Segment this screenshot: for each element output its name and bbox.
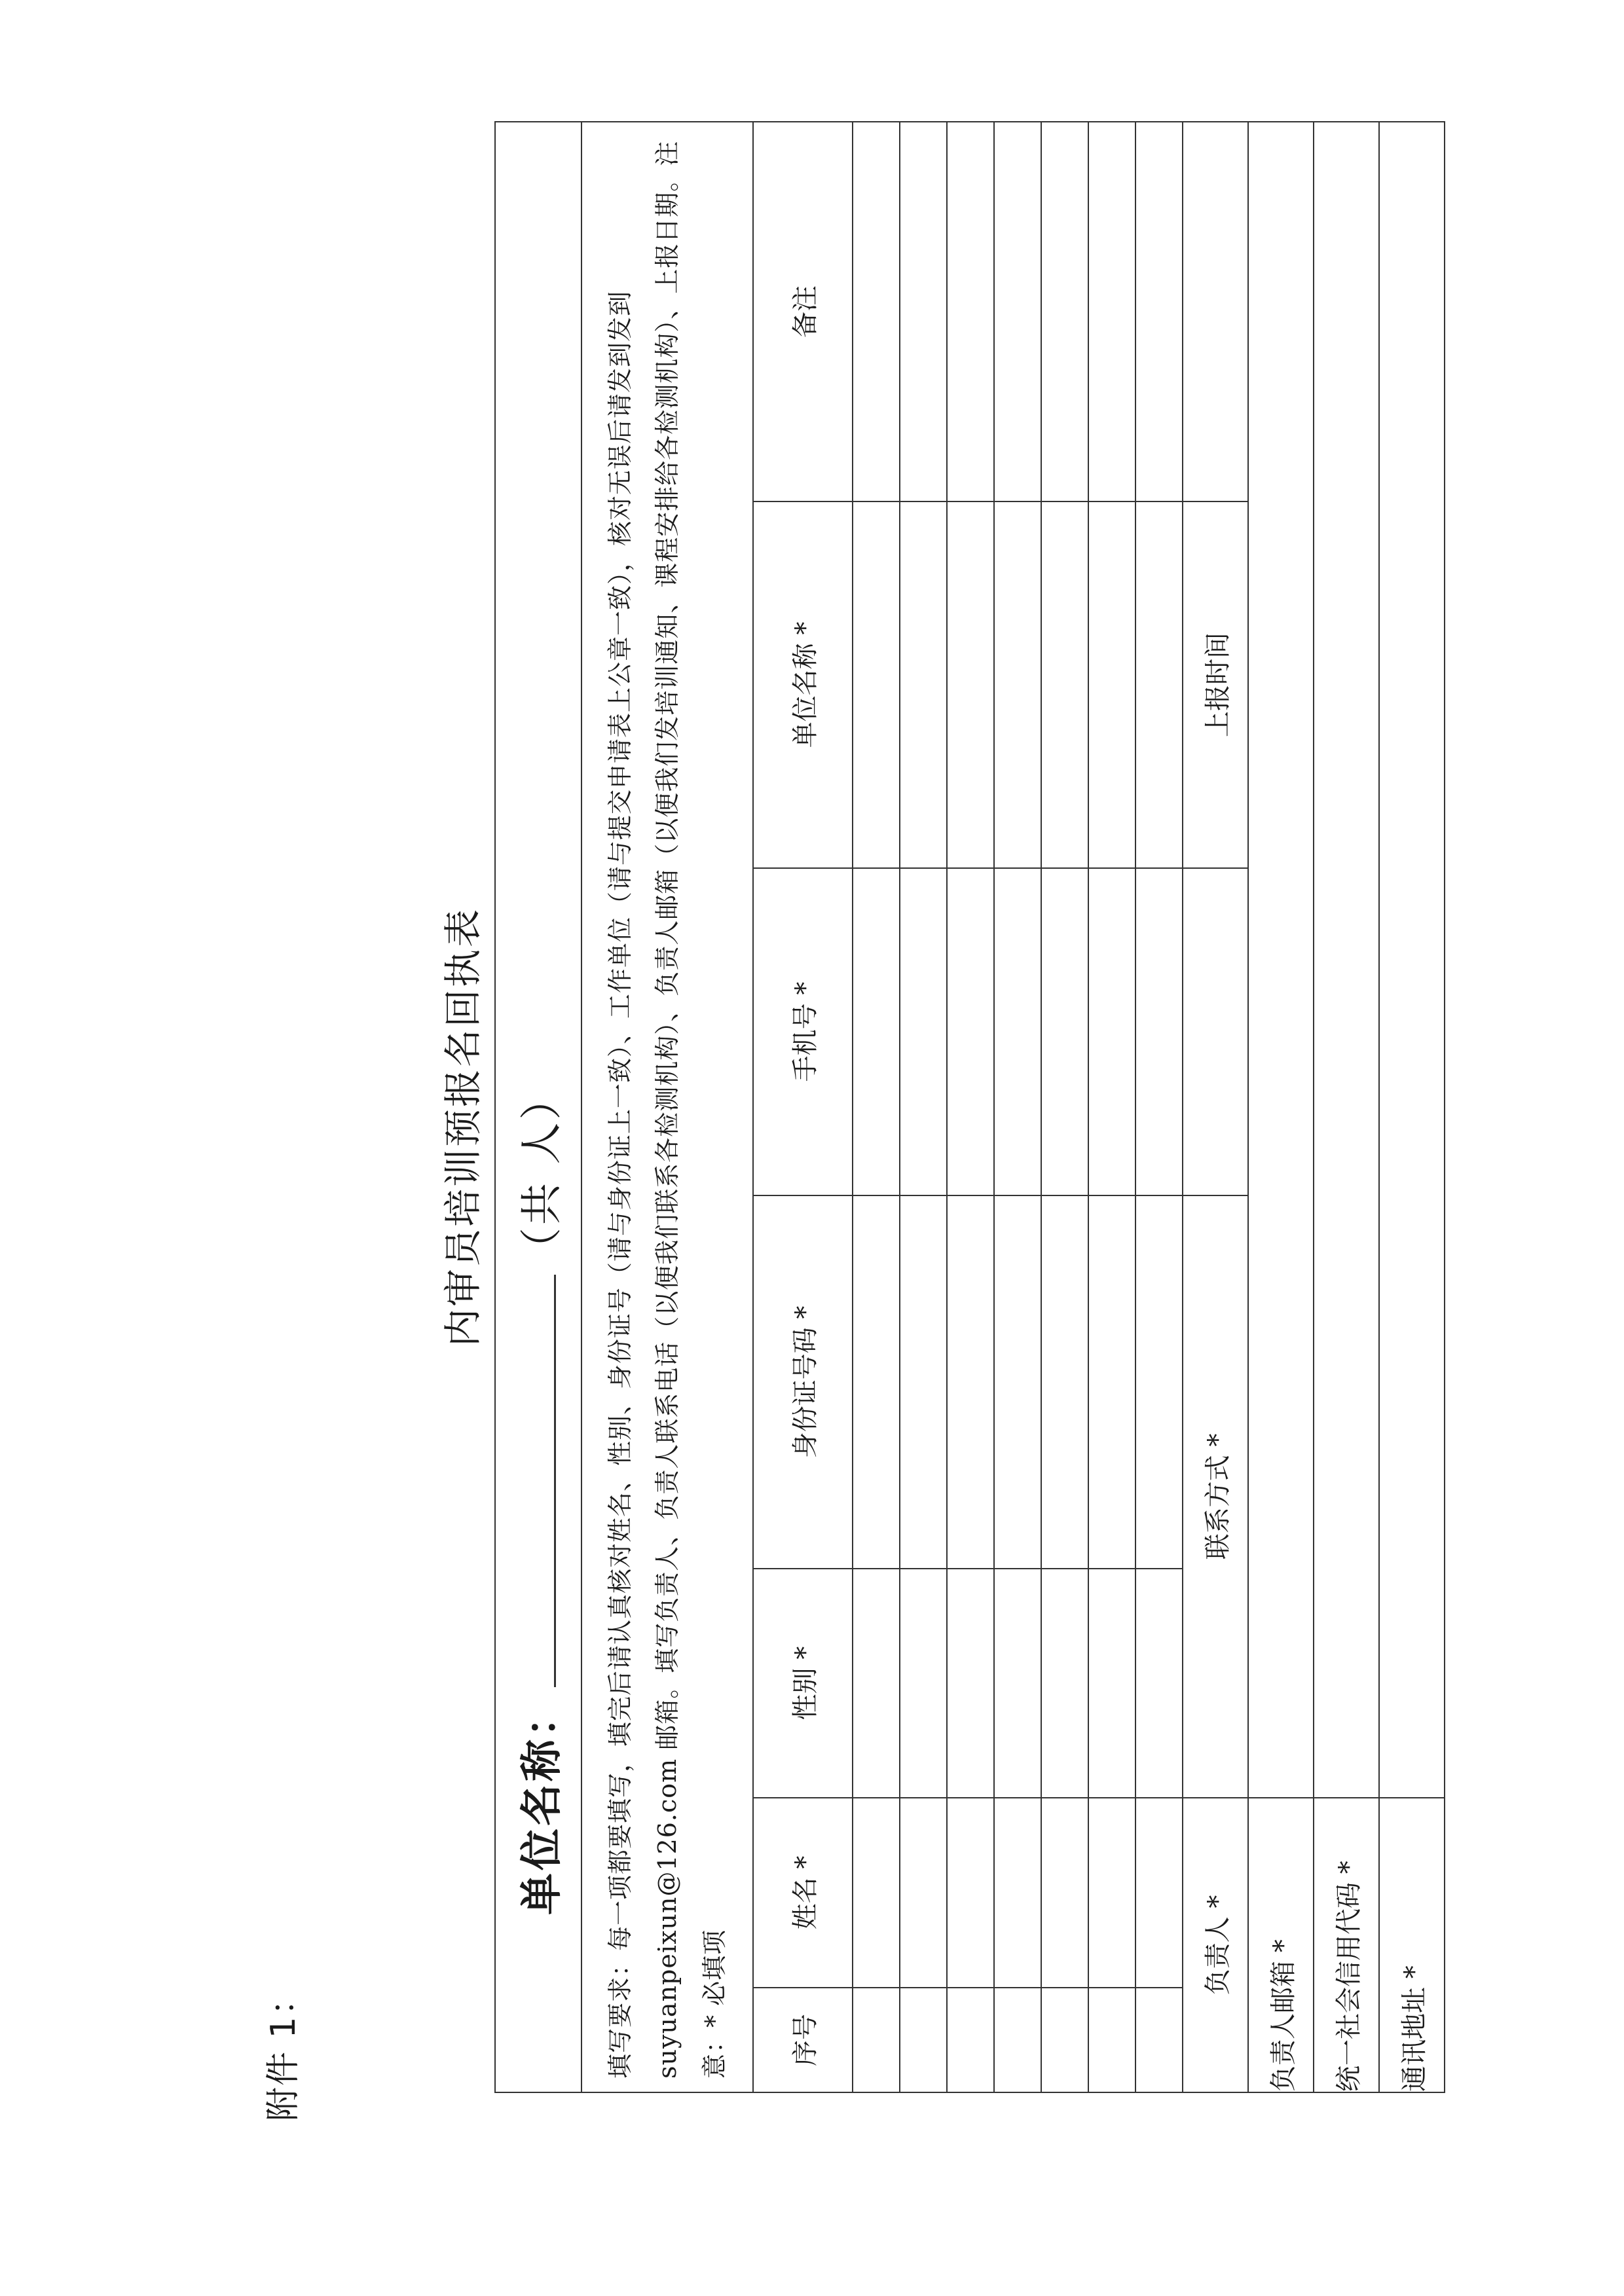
- header-remarks: 备注: [753, 122, 853, 501]
- cell-mobile[interactable]: [853, 868, 900, 1195]
- document-title: 内审员培训预报名回执表: [441, 907, 485, 1347]
- table-row[interactable]: [1088, 122, 1135, 2092]
- cell-gender[interactable]: [1088, 1569, 1135, 1798]
- credit-code-row: [1314, 122, 1379, 2092]
- cell-mobile[interactable]: [1088, 868, 1135, 1195]
- cell-mobile[interactable]: [994, 868, 1041, 1195]
- header-serial: 序号: [753, 1988, 853, 2092]
- unit-name-cell: [495, 122, 581, 2092]
- cell-remarks[interactable]: [994, 122, 1041, 501]
- header-mobile: 手机号 *: [753, 868, 853, 1195]
- unit-name-blank[interactable]: [521, 1275, 556, 1687]
- cell-name[interactable]: [947, 1798, 994, 1988]
- head-count-text: （共 人）: [518, 1075, 566, 1269]
- table-header-row: [753, 122, 853, 2092]
- notice-cell: [581, 122, 753, 2092]
- cell-serial[interactable]: [1041, 1988, 1088, 2092]
- cell-name[interactable]: [1135, 1798, 1183, 1988]
- cell-mobile[interactable]: [900, 868, 947, 1195]
- cell-id-number[interactable]: [994, 1195, 1041, 1569]
- report-time-field[interactable]: [1183, 122, 1248, 501]
- cell-name[interactable]: [853, 1798, 900, 1988]
- cell-name[interactable]: [900, 1798, 947, 1988]
- cell-mobile[interactable]: [947, 868, 994, 1195]
- mailing-address-field[interactable]: [1379, 122, 1445, 1798]
- cell-unit-name[interactable]: [947, 501, 994, 868]
- cell-unit-name[interactable]: [1135, 501, 1183, 868]
- cell-serial[interactable]: [1088, 1988, 1135, 2092]
- cell-gender[interactable]: [1041, 1569, 1088, 1798]
- responsible-person-row: [1183, 122, 1248, 2092]
- cell-gender[interactable]: [900, 1569, 947, 1798]
- cell-gender[interactable]: [1135, 1569, 1183, 1798]
- cell-name[interactable]: [1041, 1798, 1088, 1988]
- cell-unit-name[interactable]: [1088, 501, 1135, 868]
- table-row[interactable]: [947, 122, 994, 2092]
- cell-serial[interactable]: [853, 1988, 900, 2092]
- contact-method-field[interactable]: [1183, 868, 1248, 1195]
- cell-id-number[interactable]: [947, 1195, 994, 1569]
- cell-serial[interactable]: [947, 1988, 994, 2092]
- cell-mobile[interactable]: [1135, 868, 1183, 1195]
- table-row[interactable]: [1135, 122, 1183, 2092]
- unit-name-label: 单位名称：: [518, 1692, 566, 1915]
- cell-name[interactable]: [994, 1798, 1041, 1988]
- report-time-label: 上报时间: [1183, 501, 1248, 868]
- cell-id-number[interactable]: [1041, 1195, 1088, 1569]
- cell-remarks[interactable]: [853, 122, 900, 501]
- cell-id-number[interactable]: [853, 1195, 900, 1569]
- mailing-address-row: [1379, 122, 1445, 2092]
- table-row[interactable]: [853, 122, 900, 2092]
- cell-id-number[interactable]: [900, 1195, 947, 1569]
- fill-instructions: 填写要求：每一项都要填写，填完后请认真核对姓名、性别、身份证号（请与身份证上一致）、工作单位（请与提交申请表上公章一致），核对无误后请发到发到 suyuanpeixun@126.com 邮箱。填写负责人、负责人联系电话（以便我们联系各检测机构）、负责人邮箱（以便我们发培训通知、课程安排给各检测机构）、上报日期。注意：* 必填项: [606, 140, 729, 2079]
- cell-gender[interactable]: [994, 1569, 1041, 1798]
- credit-code-field[interactable]: [1314, 122, 1379, 1798]
- cell-remarks[interactable]: [947, 122, 994, 501]
- contact-method-label: 联系方式 *: [1183, 1195, 1248, 1798]
- cell-name[interactable]: [1088, 1798, 1135, 1988]
- credit-code-label: 统一社会信用代码 *: [1314, 1798, 1379, 2092]
- cell-serial[interactable]: [994, 1988, 1041, 2092]
- header-unit-name: 单位名称 *: [753, 501, 853, 868]
- header-name: 姓名 *: [753, 1798, 853, 1988]
- mailing-address-label: 通讯地址 *: [1379, 1798, 1445, 2092]
- responsible-email-label: 负责人邮箱 *: [1248, 1798, 1314, 2092]
- cell-id-number[interactable]: [1088, 1195, 1135, 1569]
- registration-form-table: [494, 121, 1445, 2093]
- cell-mobile[interactable]: [1041, 868, 1088, 1195]
- cell-gender[interactable]: [853, 1569, 900, 1798]
- cell-remarks[interactable]: [900, 122, 947, 501]
- responsible-email-field[interactable]: [1248, 122, 1314, 1798]
- cell-id-number[interactable]: [1135, 1195, 1183, 1569]
- cell-unit-name[interactable]: [1041, 501, 1088, 868]
- cell-unit-name[interactable]: [994, 501, 1041, 868]
- table-row[interactable]: [1041, 122, 1088, 2092]
- table-row[interactable]: [994, 122, 1041, 2092]
- table-row[interactable]: [900, 122, 947, 2092]
- cell-serial[interactable]: [900, 1988, 947, 2092]
- cell-remarks[interactable]: [1135, 122, 1183, 501]
- cell-gender[interactable]: [947, 1569, 994, 1798]
- cell-remarks[interactable]: [1041, 122, 1088, 501]
- attachment-label: 附件 1：: [264, 1980, 303, 2121]
- cell-serial[interactable]: [1135, 1988, 1183, 2092]
- header-gender: 性别 *: [753, 1569, 853, 1798]
- cell-remarks[interactable]: [1088, 122, 1135, 501]
- header-id-number: 身份证号码 *: [753, 1195, 853, 1569]
- cell-unit-name[interactable]: [853, 501, 900, 868]
- responsible-email-row: [1248, 122, 1314, 2092]
- cell-unit-name[interactable]: [900, 501, 947, 868]
- responsible-person-label: 负责人 *: [1183, 1798, 1248, 2092]
